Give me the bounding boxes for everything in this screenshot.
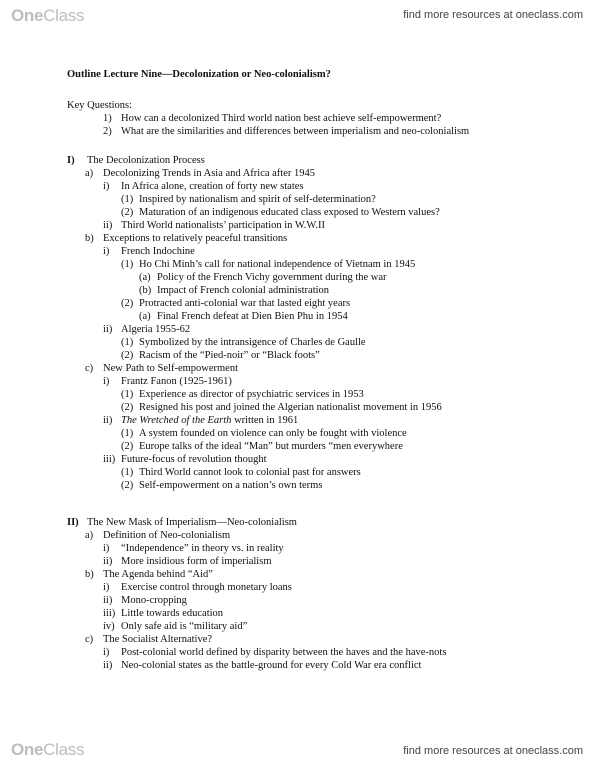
outline-marker: (2)	[121, 350, 134, 361]
outline-text: Third World nationalists’ participation in W.W.II	[121, 220, 325, 231]
outline-text: Experience as director of psychiatric services in 1953	[139, 389, 364, 400]
outline-item	[121, 479, 322, 492]
outline-text: Neo-colonial states as the battle-ground for every Cold War era conflict	[121, 660, 422, 671]
outline-marker: c)	[85, 634, 94, 645]
outline-text: Europe talks of the ideal “Man” but murders “men everywhere	[139, 441, 403, 452]
outline-marker: (1)	[121, 389, 134, 400]
outline-text: Exceptions to relatively peaceful transitions	[103, 233, 288, 244]
outline-text: A system founded on violence can only be fought with violence	[139, 428, 407, 439]
outline-item	[103, 555, 271, 568]
outline-item	[121, 466, 361, 479]
outline-marker: (1)	[121, 428, 134, 439]
outline-text-suffix: written in 1961	[231, 415, 299, 426]
outline-text: Policy of the French Vichy government during the war	[157, 272, 387, 283]
outline-marker: b)	[85, 233, 94, 244]
outline-marker: ii)	[103, 324, 113, 335]
outline-marker: a)	[85, 168, 94, 179]
outline-item	[103, 620, 247, 633]
outline-marker: (1)	[121, 259, 134, 270]
outline-item	[103, 594, 187, 607]
outline-marker: i)	[103, 181, 110, 192]
outline-item	[103, 180, 304, 193]
outline-marker: ii)	[103, 595, 113, 606]
outline-text: Frantz Fanon (1925-1961)	[121, 376, 232, 387]
document-title: Outline Lecture Nine—Decolonization or Neo-colonialism?	[67, 69, 331, 80]
outline-marker: 1)	[103, 113, 112, 124]
outline-text: Symbolized by the intransigence of Charles de Gaulle	[139, 337, 366, 348]
outline-marker: (2)	[121, 402, 134, 413]
outline-text: Third World cannot look to colonial past for answers	[139, 467, 361, 478]
outline-marker: (a)	[139, 311, 151, 322]
outline-item	[67, 516, 297, 529]
outline-item	[67, 154, 205, 167]
outline-marker: b)	[85, 569, 94, 580]
outline-item	[121, 258, 415, 271]
outline-item	[103, 414, 298, 427]
outline-marker: ii)	[103, 660, 113, 671]
outline-item	[121, 427, 407, 440]
outline-text: Final French defeat at Dien Bien Phu in 1954	[157, 311, 348, 322]
outline-item	[121, 297, 350, 310]
outline-marker: I)	[67, 155, 75, 166]
outline-item	[103, 581, 292, 594]
outline-marker: (b)	[139, 285, 152, 296]
outline-text: Definition of Neo-colonialism	[103, 530, 231, 541]
outline-text: Maturation of an indigenous educated class exposed to Western values?	[139, 207, 440, 218]
outline-item	[103, 219, 325, 232]
outline-marker: (2)	[121, 298, 134, 309]
outline-text: Mono-cropping	[121, 595, 187, 606]
outline-text: Resigned his post and joined the Algerian nationalist movement in 1956	[139, 402, 442, 413]
outline-text: Self-empowerment on a nation’s own terms	[139, 480, 323, 491]
outline-item	[103, 375, 232, 388]
find-resources-link[interactable]: find more resources at oneclass.com	[403, 9, 583, 21]
outline-text: “Independence” in theory vs. in reality	[121, 543, 284, 554]
outline-item	[103, 245, 195, 258]
outline-text: Decolonizing Trends in Asia and Africa after 1945	[103, 168, 315, 179]
outline-text: How can a decolonized Third world nation best achieve self-empowerment?	[121, 113, 442, 124]
bottom-bar	[0, 738, 595, 770]
outline-item	[85, 362, 238, 375]
outline-text: French Indochine	[121, 246, 195, 257]
outline-item	[139, 310, 348, 323]
outline-item	[121, 388, 364, 401]
outline-item	[139, 284, 329, 297]
outline-item	[103, 112, 441, 125]
outline-item	[103, 323, 190, 336]
outline-text: Impact of French colonial administration	[157, 285, 330, 296]
outline-text: Protracted anti-colonial war that lasted eight years	[139, 298, 351, 309]
outline-marker: i)	[103, 246, 110, 257]
oneclass-logo-footer[interactable]: OneClass	[11, 740, 85, 759]
outline-text: The Wretched of the Earth	[121, 415, 232, 426]
outline-marker: 2)	[103, 126, 112, 137]
outline-text: Post-colonial world defined by disparity between the haves and the have-nots	[121, 647, 447, 658]
outline-marker: (2)	[121, 480, 134, 491]
outline-marker: ii)	[103, 220, 113, 231]
outline-item	[139, 271, 387, 284]
outline-marker: a)	[85, 530, 94, 541]
outline-marker: (2)	[121, 441, 134, 452]
outline-text: More insidious form of imperialism	[121, 556, 272, 567]
outline-item	[85, 633, 212, 646]
outline-item	[121, 193, 376, 206]
outline-item	[121, 401, 442, 414]
outline-marker: ii)	[103, 415, 113, 426]
outline-item	[103, 646, 446, 659]
outline-item	[85, 167, 315, 180]
outline-marker: (1)	[121, 467, 134, 478]
outline-item	[121, 336, 366, 349]
outline-text: Ho Chi Minh’s call for national independence of Vietnam in 1945	[139, 259, 416, 270]
outline-marker: iii)	[103, 608, 116, 619]
outline-text: The Socialist Alternative?	[103, 634, 213, 645]
outline-marker: (1)	[121, 194, 134, 205]
outline-marker: (2)	[121, 207, 134, 218]
outline-text: Only safe aid is “military aid”	[121, 621, 248, 632]
outline-text: The New Mask of Imperialism—Neo-colonialism	[87, 517, 297, 528]
outline-text: In Africa alone, creation of forty new states	[121, 181, 304, 192]
outline-marker: (a)	[139, 272, 151, 283]
outline-marker: i)	[103, 647, 110, 658]
outline-item	[121, 206, 440, 219]
outline-marker: c)	[85, 363, 94, 374]
outline-item	[121, 440, 403, 453]
outline-marker: i)	[103, 543, 110, 554]
outline-text: The Agenda behind “Aid”	[103, 569, 213, 580]
outline-item	[121, 349, 320, 362]
outline-item	[85, 568, 213, 581]
outline-marker: iv)	[103, 621, 115, 632]
outline-item	[85, 529, 230, 542]
outline-text: Inspired by nationalism and spirit of self-determination?	[139, 194, 376, 205]
outline-marker: ii)	[103, 556, 113, 567]
outline-text: The Decolonization Process	[87, 155, 205, 166]
outline-marker: i)	[103, 582, 110, 593]
outline-text: Future-focus of revolution thought	[121, 454, 267, 465]
outline-item	[103, 125, 469, 138]
outline-text: Little towards education	[121, 608, 224, 619]
outline-marker: II)	[67, 517, 79, 528]
outline-item	[103, 659, 421, 672]
outline-text: Exercise control through monetary loans	[121, 582, 292, 593]
outline-text: What are the similarities and differences between imperialism and neo-colonialism	[121, 126, 470, 137]
outline-text: Racism of the “Pied-noir” or “Black foots”	[139, 350, 320, 361]
outline-item	[85, 232, 287, 245]
outline-item	[103, 453, 267, 466]
outline-item	[103, 607, 223, 620]
oneclass-logo[interactable]: OneClass	[11, 6, 85, 25]
outline-text: New Path to Self-empowerment	[103, 363, 239, 374]
outline-text: Algeria 1955-62	[121, 324, 191, 335]
outline-item	[103, 542, 284, 555]
outline-marker: iii)	[103, 454, 116, 465]
key-questions-label: Key Questions:	[67, 100, 133, 111]
outline-marker: i)	[103, 376, 110, 387]
outline-marker: (1)	[121, 337, 134, 348]
find-resources-link-footer[interactable]: find more resources at oneclass.com	[403, 745, 583, 757]
